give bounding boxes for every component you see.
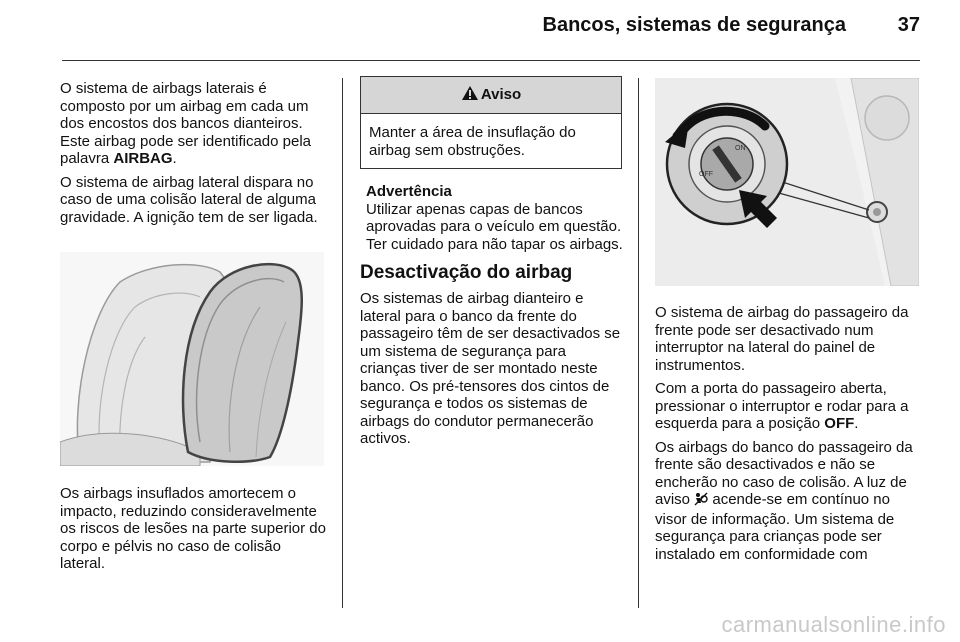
switch-on-label: ON [735,145,746,152]
paragraph [655,439,925,564]
column-2 [360,80,624,448]
paragraph-text: Com a porta do passageiro aberta, pressionar o interruptor e rodar para a esquerda para a posição [655,380,909,432]
airbag-off-icon [694,492,708,511]
punctuation: . [172,150,177,167]
column-1 [60,80,330,232]
page-number: 37 [897,14,920,36]
note-title: Advertência [366,183,452,200]
warning-text: Manter a área de insuflação do airbag sem obstruções. [369,124,576,159]
column-divider [342,78,343,608]
warning-box [360,76,622,169]
punctuation: . [854,415,859,432]
section-text: Os sistemas de airbag dianteiro e lateral para o banco da frente do passageiro têm de ser desactivados se um sistema de segurança para crianças tiver de ser montado neste banco. Os pré-tensores dos cintos de segurança e todos os sistemas de airbags do condutor permanecerão activos. [360,290,621,447]
page-header-title: Bancos, sistemas de segurança [542,14,846,36]
paragraph [655,380,925,433]
paragraph: Os airbags insuflados amortecem o impacto, reduzindo consideravelmente os riscos de lesões na parte superior do corpo e pélvis no caso de colisão lateral. [60,485,326,572]
seat-airbag-illustration [60,252,324,466]
off-position: OFF [824,415,855,432]
airbag-word: AIRBAG [113,150,173,167]
paragraph: O sistema de airbag lateral dispara no caso de uma colisão lateral de alguma gravidade. A ignição tem de ser ligada. [60,173,318,226]
column-3 [655,304,925,569]
paragraph-text: O sistema de airbags laterais é composto por um airbag em cada um dos encostos dos bancos dianteiros. Este airbag pode ser identificado pela palavra [60,80,312,167]
note-text: Utilizar apenas capas de bancos aprovadas para o veículo em questão. Ter cuidado para não tapar os airbags. [366,200,623,253]
airbag-switch-illustration [655,78,919,286]
paragraph: O sistema de airbag do passageiro da frente pode ser desactivado num interruptor na lateral do painel de instrumentos. [655,304,909,374]
section-title: Desactivação do airbag [360,262,573,283]
watermark: carmanualsonline.info [721,612,946,637]
paragraph-text: Os airbags do banco do passageiro da frente são desactivados e não se encherão no caso de colisão. A luz de aviso [655,438,913,508]
column-divider [638,78,639,608]
paragraph-text: acende-se em contínuo no visor de informação. Um sistema de segurança para crianças pode ser instalado em conformidade com [655,491,895,563]
header-divider [62,60,920,61]
paragraph [60,80,330,168]
warning-header [361,77,621,114]
warning-triangle-icon [461,85,479,106]
switch-off-label: OFF [699,171,713,178]
warning-title: Aviso [480,86,522,104]
